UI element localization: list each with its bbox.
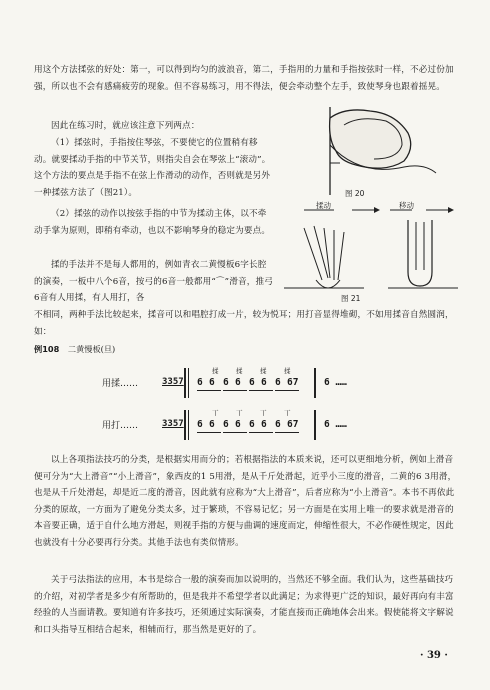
note: 6 — [261, 377, 267, 388]
note: 6 — [249, 419, 255, 430]
beam — [197, 432, 221, 433]
row-label-strike: 用打…… — [102, 421, 139, 431]
note: 6 — [209, 377, 215, 388]
page-number: · 39 · — [420, 650, 448, 661]
note: 6 — [223, 377, 229, 388]
note: 6 — [249, 377, 255, 388]
paragraph-classification: 以上各项指法技巧的分类，是根据实用而分的；若根据指法的本质来说，还可以更细地分析，例如上滑音便可分为“大上滑音”“小上滑音”，象西皮的1 5用滑，是从千斤处滑起，近乎小三度的滑音，二黄的6 3用滑，也是从千斤处滑起，却是近二度的滑音，因此就有应称为“大上滑音”，后者应称为“小上滑音”。本书不再依此分类的原故，一方面为了避免分类太多，过于繁琐，不容易记忆；另一方面是在实用上唯一的要求就是滑音的本音要正确，适于自什么地方滑起，则视手指的方便与曲调的速度而定，伸缩性很大，不必作硬性规定，因此也就没有十分必要再行分类。其他手法也有类似情形。 — [34, 455, 457, 548]
paragraph-technique-compare: 不相同，两种手法比较起来，揉音可以和唱腔打成一片，较为悦耳；用打音显得堆砌，不如用揉音自然圆润，如： — [34, 310, 454, 337]
note: 6 — [275, 419, 281, 430]
slide-finger-outline — [408, 220, 432, 286]
note: 6 — [235, 377, 241, 388]
strike-mark: 丅 — [212, 409, 219, 417]
barline — [184, 410, 186, 440]
figure-21-caption: 图 21 — [341, 294, 361, 303]
rub-mark: 揉 — [260, 367, 267, 375]
note: 67 — [287, 419, 299, 430]
trailing-note: 6 …… — [324, 419, 347, 430]
note: 6 — [235, 419, 241, 430]
note: 6 — [261, 419, 267, 430]
finger-motion-figure — [264, 200, 464, 300]
beam — [249, 432, 273, 433]
finger-on-string-figure — [300, 103, 450, 198]
beam — [223, 432, 247, 433]
figure-20-caption: 图 20 — [345, 189, 365, 198]
paragraph-practice-intro: 因此在练习时，就应该注意下列两点： — [51, 121, 200, 131]
paragraph-application: 关于弓法指法的应用，本书是综合一般的演奏而加以说明的，当然还不够全面。我们认为，这些基础技巧的介绍，对初学者是多少有所帮助的，但是我并不希望学者以此满足；为求得更广泛的知识，最好再向有丰富经验的人当面请教。要知道有许多技巧，还须通过实际演奏，才能直接而正确地体会出来。假使能将文字解说和口头指导互相结合起来，相辅而行，那当然是更好的了。 — [34, 575, 454, 635]
strike-mark: 丅 — [236, 409, 243, 417]
barline — [184, 368, 186, 398]
strike-mark: 丅 — [260, 409, 267, 417]
barline — [188, 368, 189, 398]
text-fragment: ”滑音，推弓6音有人用揉，有人用打，各 — [34, 276, 273, 304]
score-row-strike — [102, 410, 402, 440]
beam — [275, 390, 299, 391]
beam — [197, 390, 221, 391]
note: 67 — [287, 377, 299, 388]
paragraph-point-2: （2）揉弦的动作以按弦手指的中节为揉动主体，以不牵动手掌为原则，即稍有牵动，也以不影响琴身的稳定为要点。 — [34, 209, 271, 236]
barline — [314, 368, 316, 398]
example-heading — [34, 344, 115, 355]
beam — [223, 390, 247, 391]
example-number: 例108 — [34, 344, 60, 354]
rub-mark: 揉 — [212, 367, 219, 375]
text-fragment: 揉的手法并不是每人都用的，例如青衣二黄慢板6字长腔的演奏，一板中八个6音，按弓的6音一般都用“ — [34, 260, 267, 287]
trailing-note: 6 …… — [324, 377, 347, 388]
slide-finger-positions — [416, 222, 424, 270]
note: 6 — [223, 419, 229, 430]
note: 6 — [197, 377, 203, 388]
arrowhead-icon — [448, 207, 454, 213]
note: 6 — [197, 419, 203, 430]
strike-mark: 丅 — [284, 409, 291, 417]
slide-glyph: ⌒ — [215, 276, 225, 287]
rub-mark: 揉 — [236, 367, 243, 375]
key-signature: 3357 — [162, 377, 184, 387]
beam — [275, 432, 299, 433]
score-row-rub — [102, 368, 402, 398]
rub-finger-positions — [304, 226, 344, 280]
note: 6 — [209, 419, 215, 430]
rub-mark: 揉 — [284, 367, 291, 375]
row-label-rub: 用揉…… — [102, 379, 139, 389]
arrowhead-icon — [374, 207, 380, 213]
rub-label: 揉动 — [316, 201, 331, 210]
key-signature: 3357 — [162, 419, 184, 429]
barline — [314, 410, 316, 440]
note: 6 — [275, 377, 281, 388]
example-title: 二黄慢板(旦) — [67, 344, 116, 354]
paragraph-technique-usage — [34, 257, 274, 307]
beam — [249, 390, 273, 391]
paragraph-point-1: （1）揉弦时，手指按住琴弦，不要使它的位置稍有移动。就要揉动手指的中节关节，则指尖自会在琴弦上“滚动”。这个方法的要点是手指不在弦上作滑动的动作，否则就是另外一种揉弦方法了（图21）。 — [34, 138, 271, 198]
slide-label: 移动 — [399, 201, 414, 210]
paragraph-rub-benefits: 用这个方法揉弦的好处：第一，可以得到均匀的波浪音，第二，手指用的力量和手指按弦时一样，不必过份加强，所以也不会有感痛疲劳的现象。但不容易练习，用不得法，便会牵动整个左手，致使琴身也跟着摇晃。 — [34, 65, 454, 92]
barline — [188, 410, 189, 440]
rub-pivot-curve — [316, 280, 340, 288]
